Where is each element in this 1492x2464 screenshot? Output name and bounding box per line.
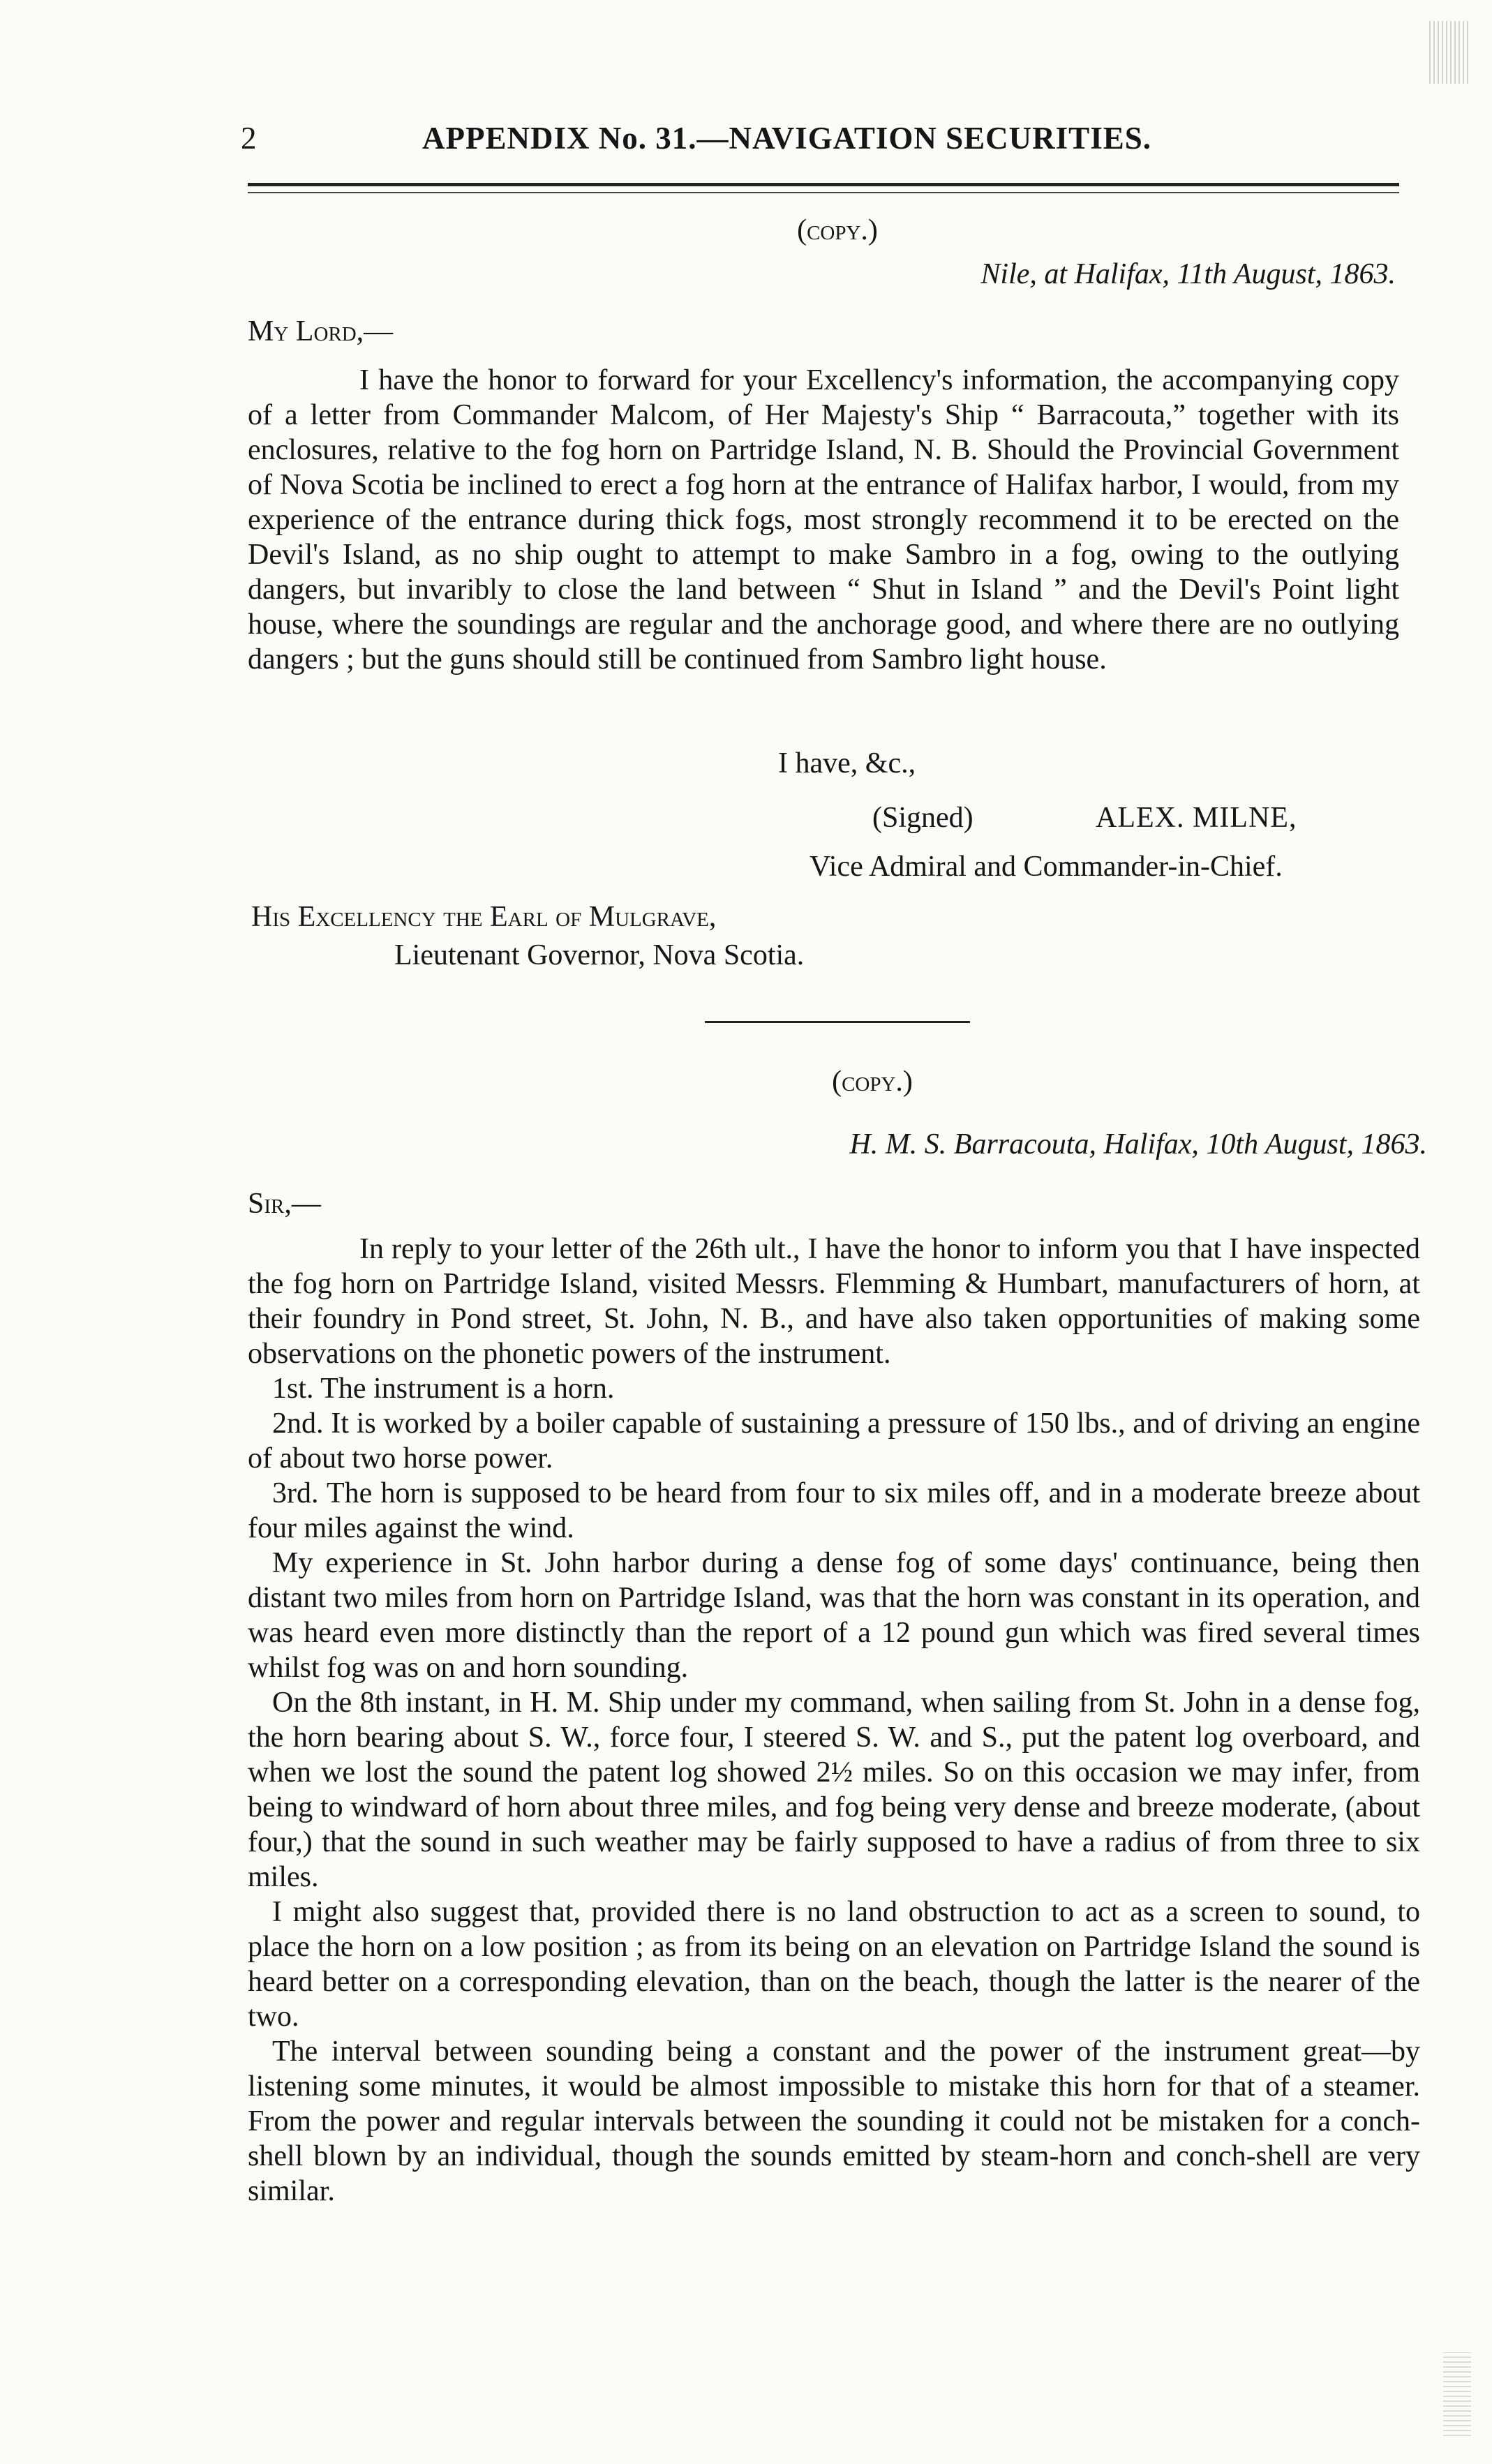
scan-noise-top (1429, 21, 1471, 84)
paragraph-3: 2nd. It is worked by a boiler capable of sustaining a pressure of 150 lbs., and of driving an engine of about two horse power. (248, 1408, 1420, 1474)
paragraph-7: I might also suggest that, provided there is no land obstruction to act as a screen to sound, to place the horn on a low position ; as from its being on an elevation on Partridge Island the sound is heard better on a corresponding elevation, than on the beach, though the latter is the nearer of the two. (248, 1896, 1420, 2033)
dateline-1: Nile, at Halifax, 11th August, 1863. (980, 258, 1396, 290)
addressee-line-2: Lieutenant Governor, Nova Scotia. (394, 939, 805, 971)
page-title: APPENDIX No. 31.—NAVIGATION SECURITIES. (422, 121, 1151, 156)
signer-name: ALEX. MILNE, (1096, 802, 1297, 834)
salutation-2: Sir,— (248, 1188, 321, 1220)
dateline-2: H. M. S. Barracouta, Halifax, 10th August, 1863. (849, 1128, 1427, 1160)
letter2-body (248, 1232, 1420, 2209)
paragraph-4: 3rd. The horn is supposed to be heard from four to six miles off, and in a moderate breeze about four miles against the wind. (248, 1477, 1420, 1544)
closing: I have, &c., (778, 747, 916, 779)
letter1-body: I have the honor to forward for your Excellency's information, the accompanying copy of a letter from Commander Malcom, of Her Majesty's Ship “ Barracouta,” together with its enclosures, relative to the fog horn on Partridge Island, N. B. Should the Provincial Government of Nova Scotia be inclined to erect a fog horn at the entrance of Halifax harbor, I would, from my experience of the entrance during thick fogs, most strongly recommend it to be erected on the Devil's Island, as no ship ought to attempt to make Sambro in a fog, owing to the outlying dangers, but invaribly to close the land between “ Shut in Island ” and the Devil's Point light house, where the soundings are regular and the anchorage good, and where there are no outlying dangers ; but the guns should still be continued from Sambro light house. (248, 364, 1399, 675)
paragraph-8: The interval between sounding being a constant and the power of the instrument great—by listening some minutes, it would be almost impossible to mistake this horn for that of a steamer. From the power and regular intervals between the sounding it could not be mistaken for a conch-shell blown by an individual, though the sounds emitted by steam-horn and conch-shell are very similar. (248, 2036, 1420, 2207)
paragraph-2: 1st. The instrument is a horn. (272, 1373, 615, 1405)
salutation-1: My Lord,— (248, 315, 394, 348)
header-rule-thick (248, 183, 1399, 186)
signed-label: (Signed) (872, 802, 973, 834)
page-header (241, 112, 1420, 167)
section-divider (705, 1021, 970, 1023)
paragraph-1: In reply to your letter of the 26th ult., I have the honor to inform you that I have inspected the fog horn on Partridge Island, visited Messrs. Flemming & Humbart, manufacturers of horn, at their foundry in Pond street, St. John, N. B., and have also taken opportunities of making some observations on the phonetic powers of the instrument. (248, 1233, 1420, 1370)
addressee-line-1: His Excellency the Earl of Mulgrave, (251, 901, 717, 933)
copy-label-2: (copy.) (832, 1066, 913, 1098)
paragraph-5: My experience in St. John harbor during a dense fog of some days' continuance, being then distant two miles from horn on Partridge Island, was that the horn was constant in its operation, and was heard even more distinctly than the report of a 12 pound gun which was fired several times whilst fog was on and horn sounding. (248, 1547, 1420, 1684)
page-number: 2 (241, 121, 258, 156)
copy-label-1: (copy.) (797, 214, 878, 246)
paragraph-6: On the 8th instant, in H. M. Ship under my command, when sailing from St. John in a dense fog, the horn bearing about S. W., force four, I steered S. W. and S., put the patent log overboard, and when we lost the sound the patent log showed 2½ miles. So on this occasion we may infer, from being to windward of horn about three miles, and fog being very dense and breeze moderate, (about four,) that the sound in such weather may be fairly supposed to have a radius of from three to six miles. (248, 1687, 1420, 1893)
signer-title: Vice Admiral and Commander-in-Chief. (810, 851, 1283, 883)
scan-noise-bottom (1443, 2352, 1471, 2436)
header-rule-thin (248, 192, 1399, 193)
